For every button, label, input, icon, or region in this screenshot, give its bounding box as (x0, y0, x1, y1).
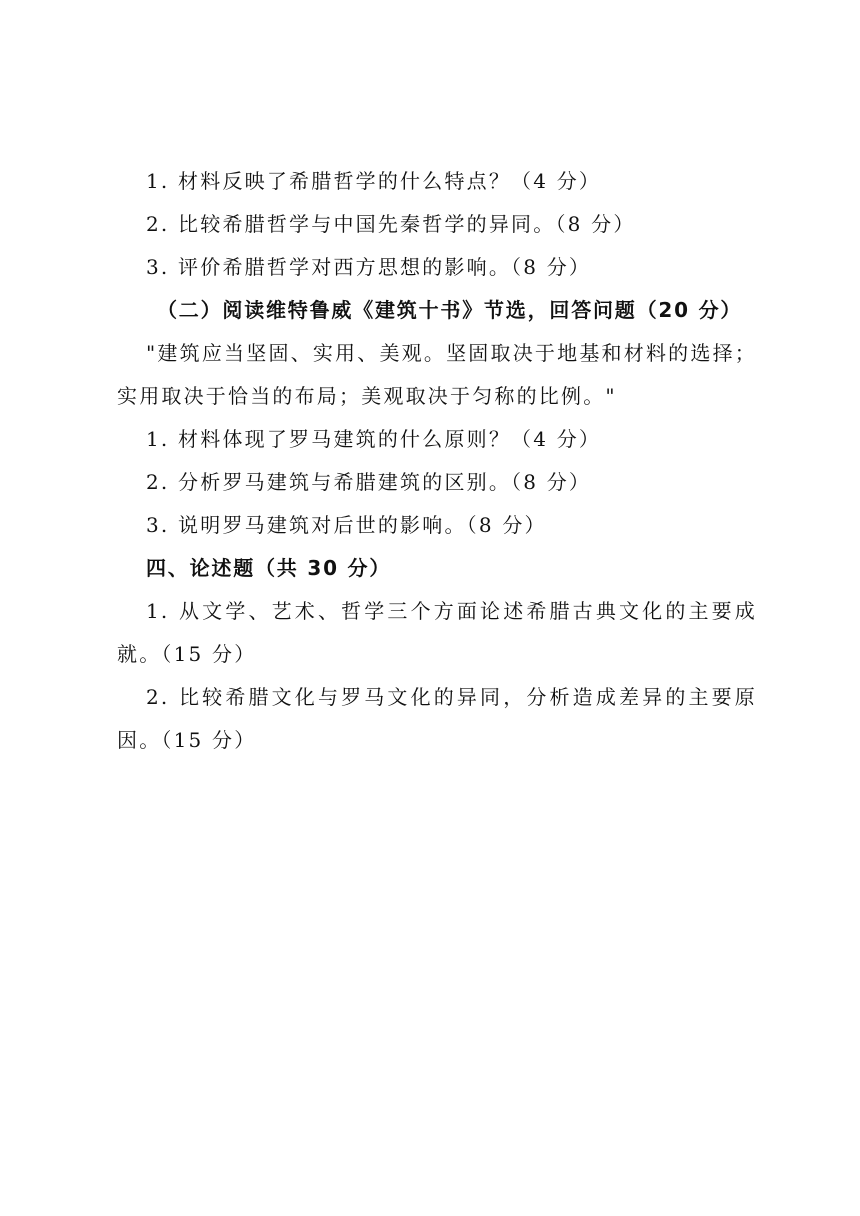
section-heading-part-two: （二）阅读维特鲁威《建筑十书》节选，回答问题（20 分） (157, 298, 743, 322)
question-2: 2. 分析罗马建筑与希腊建筑的区别。（8 分） (146, 470, 592, 494)
question-3: 3. 说明罗马建筑对后世的影响。（8 分） (146, 513, 547, 537)
quote-passage: "建筑应当坚固、实用、美观。坚固取决于地基和材料的选择；实用取决于恰当的布局；美观取决于匀称的比例。" (117, 341, 757, 408)
question-1: 1. 材料体现了罗马建筑的什么原则？（4 分） (146, 427, 602, 451)
question-1: 1. 材料反映了希腊哲学的什么特点？（4 分） (146, 169, 602, 193)
essay-question-1: 1. 从文学、艺术、哲学三个方面论述希腊古典文化的主要成就。（15 分） (117, 599, 757, 666)
question-2: 2. 比较希腊哲学与中国先秦哲学的异同。（8 分） (146, 212, 636, 236)
section-heading-essay: 四、论述题（共 30 分） (146, 556, 392, 580)
question-3: 3. 评价希腊哲学对西方思想的影响。（8 分） (146, 255, 592, 279)
essay-question-2: 2. 比较希腊文化与罗马文化的异同，分析造成差异的主要原因。（15 分） (117, 685, 757, 752)
exam-content (117, 160, 757, 762)
